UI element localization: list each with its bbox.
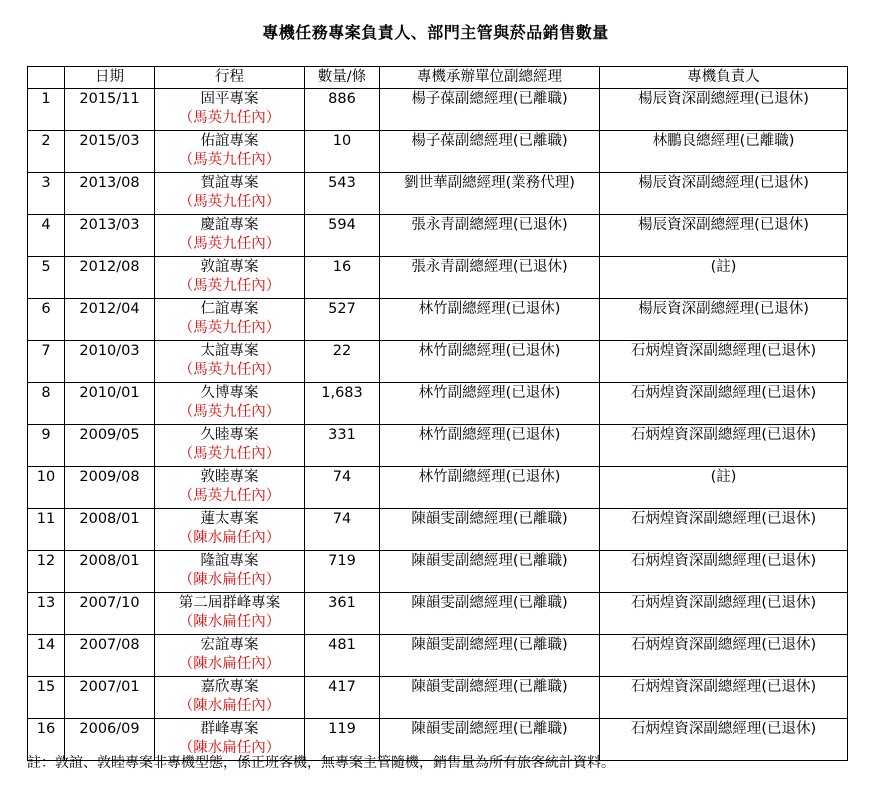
row-vice-president xyxy=(380,341,600,383)
row-vice-president xyxy=(380,635,600,677)
row-trip xyxy=(155,467,305,509)
row-vice-president xyxy=(380,89,600,131)
row-owner-text: (註) xyxy=(710,469,737,485)
row-trip-text: 慶誼專案 xyxy=(200,217,259,233)
table-row xyxy=(28,341,848,383)
row-owner-text: 林鵬良總經理(已離職) xyxy=(652,133,795,149)
row-date xyxy=(65,383,155,425)
row-trip-text: 第二屆群峰專案 xyxy=(178,595,281,611)
row-quantity-text: 119 xyxy=(328,721,356,737)
row-index-text: 1 xyxy=(41,91,51,107)
row-owner-text: 石炳煌資深副總經理(已退休) xyxy=(630,553,817,569)
row-index xyxy=(28,89,65,131)
table-row xyxy=(28,551,848,593)
row-trip xyxy=(155,89,305,131)
row-owner xyxy=(600,593,848,635)
row-index xyxy=(28,173,65,215)
row-date xyxy=(65,593,155,635)
row-owner xyxy=(600,677,848,719)
table-row xyxy=(28,299,848,341)
row-vice-president xyxy=(380,467,600,509)
table-row xyxy=(28,509,848,551)
row-vice-president-text: 林竹副總經理(已退休) xyxy=(418,301,561,317)
row-term: （陳水扁任內） xyxy=(178,614,281,630)
row-quantity-text: 417 xyxy=(328,679,356,695)
row-owner xyxy=(600,257,848,299)
row-trip xyxy=(155,341,305,383)
row-vice-president-text: 陳韻雯副總經理(已離職) xyxy=(411,511,568,527)
row-date xyxy=(65,131,155,173)
row-trip xyxy=(155,509,305,551)
row-quantity-text: 16 xyxy=(332,259,352,275)
row-date-text: 2006/09 xyxy=(79,721,140,737)
row-index-text: 3 xyxy=(41,175,51,191)
row-vice-president xyxy=(380,215,600,257)
row-owner xyxy=(600,551,848,593)
table-row xyxy=(28,635,848,677)
row-term: （馬英九任內） xyxy=(178,110,281,126)
header-date: 日期 xyxy=(65,67,155,89)
row-index-text: 2 xyxy=(41,133,51,149)
table-row xyxy=(28,383,848,425)
row-vice-president xyxy=(380,593,600,635)
row-index-text: 5 xyxy=(41,259,51,275)
row-index xyxy=(28,215,65,257)
row-trip xyxy=(155,677,305,719)
row-trip-text: 敦睦專案 xyxy=(200,469,259,485)
header-owner: 專機負責人 xyxy=(600,67,848,89)
row-owner-text: 石炳煌資深副總經理(已退休) xyxy=(630,511,817,527)
row-quantity-text: 74 xyxy=(332,469,352,485)
row-owner-text: 石炳煌資深副總經理(已退休) xyxy=(630,637,817,653)
row-trip-text: 佑誼專案 xyxy=(200,133,259,149)
row-trip-text: 嘉欣專案 xyxy=(200,679,259,695)
row-owner-text: 楊辰資深副總經理(已退休) xyxy=(638,175,809,191)
row-quantity-text: 74 xyxy=(332,511,352,527)
row-term: （馬英九任內） xyxy=(178,404,281,420)
row-date xyxy=(65,215,155,257)
row-index-text: 10 xyxy=(36,469,56,485)
row-date-text: 2015/03 xyxy=(79,133,140,149)
row-quantity-text: 10 xyxy=(332,133,352,149)
row-index-text: 12 xyxy=(36,553,56,569)
row-quantity xyxy=(305,677,380,719)
table-row xyxy=(28,677,848,719)
row-vice-president-text: 林竹副總經理(已退休) xyxy=(418,385,561,401)
row-vice-president-text: 張永青副總經理(已退休) xyxy=(411,217,568,233)
header-vice-president: 專機承辦單位副總經理 xyxy=(380,67,600,89)
row-owner-text: 石炳煌資深副總經理(已退休) xyxy=(630,385,817,401)
row-index xyxy=(28,299,65,341)
row-trip-text: 蓮太專案 xyxy=(200,511,259,527)
row-date-text: 2009/08 xyxy=(79,469,140,485)
row-term: （馬英九任內） xyxy=(178,362,281,378)
row-date-text: 2013/03 xyxy=(79,217,140,233)
row-vice-president xyxy=(380,425,600,467)
row-date xyxy=(65,341,155,383)
table-row xyxy=(28,173,848,215)
row-term: （馬英九任內） xyxy=(178,152,281,168)
row-date-text: 2008/01 xyxy=(79,511,140,527)
row-date xyxy=(65,551,155,593)
row-index-text: 8 xyxy=(41,385,51,401)
row-trip-text: 固平專案 xyxy=(200,91,259,107)
row-date xyxy=(65,677,155,719)
table-row xyxy=(28,257,848,299)
sales-table xyxy=(27,66,848,761)
row-date xyxy=(65,173,155,215)
row-vice-president-text: 陳韻雯副總經理(已離職) xyxy=(411,595,568,611)
document-title: 專機任務專案負責人、部門主管與菸品銷售數量 xyxy=(262,23,609,42)
row-vice-president xyxy=(380,257,600,299)
row-owner xyxy=(600,299,848,341)
row-quantity xyxy=(305,551,380,593)
row-owner xyxy=(600,173,848,215)
row-date-text: 2012/04 xyxy=(79,301,140,317)
table-row xyxy=(28,89,848,131)
row-date-text: 2010/03 xyxy=(79,343,140,359)
row-vice-president-text: 林竹副總經理(已退休) xyxy=(418,469,561,485)
row-term: （馬英九任內） xyxy=(178,446,281,462)
row-quantity-text: 527 xyxy=(328,301,356,317)
row-vice-president-text: 陳韻雯副總經理(已離職) xyxy=(411,721,568,737)
table-row xyxy=(28,131,848,173)
row-trip-text: 宏誼專案 xyxy=(200,637,259,653)
row-owner xyxy=(600,341,848,383)
row-trip xyxy=(155,551,305,593)
row-index xyxy=(28,131,65,173)
row-index xyxy=(28,509,65,551)
row-vice-president xyxy=(380,173,600,215)
row-trip xyxy=(155,215,305,257)
row-vice-president-text: 林竹副總經理(已退休) xyxy=(418,427,561,443)
row-index xyxy=(28,467,65,509)
row-term: （陳水扁任內） xyxy=(178,572,281,588)
row-index xyxy=(28,551,65,593)
row-index xyxy=(28,635,65,677)
row-quantity xyxy=(305,215,380,257)
row-quantity-text: 331 xyxy=(328,427,356,443)
row-quantity xyxy=(305,425,380,467)
row-owner-text: 石炳煌資深副總經理(已退休) xyxy=(630,721,817,737)
row-vice-president xyxy=(380,131,600,173)
row-date-text: 2015/11 xyxy=(79,91,140,107)
row-date xyxy=(65,635,155,677)
row-owner xyxy=(600,383,848,425)
row-date xyxy=(65,89,155,131)
row-index-text: 9 xyxy=(41,427,51,443)
row-quantity-text: 361 xyxy=(328,595,356,611)
row-owner-text: 石炳煌資深副總經理(已退休) xyxy=(630,343,817,359)
row-index-text: 4 xyxy=(41,217,51,233)
row-owner-text: 楊辰資深副總經理(已退休) xyxy=(638,217,809,233)
row-date xyxy=(65,509,155,551)
row-date xyxy=(65,299,155,341)
row-term: （馬英九任內） xyxy=(178,194,281,210)
row-date-text: 2012/08 xyxy=(79,259,140,275)
row-quantity xyxy=(305,173,380,215)
row-date xyxy=(65,425,155,467)
row-vice-president-text: 楊子葆副總經理(已離職) xyxy=(411,133,568,149)
row-vice-president-text: 楊子葆副總經理(已離職) xyxy=(411,91,568,107)
row-owner xyxy=(600,719,848,761)
row-index-text: 16 xyxy=(36,721,56,737)
row-index xyxy=(28,677,65,719)
row-vice-president-text: 劉世華副總經理(業務代理) xyxy=(404,175,575,191)
footnote: 註：敦誼、敦睦專案非專機型態，係正班客機，無專案主管隨機，銷售量為所有旅客統計資料。 xyxy=(27,755,615,771)
row-quantity xyxy=(305,509,380,551)
row-owner-text: 楊辰資深副總經理(已退休) xyxy=(638,91,809,107)
row-quantity xyxy=(305,131,380,173)
row-trip xyxy=(155,593,305,635)
row-owner xyxy=(600,89,848,131)
row-term: （馬英九任內） xyxy=(178,320,281,336)
table-header-row xyxy=(28,67,848,89)
header-quantity: 數量/條 xyxy=(305,67,380,89)
row-owner xyxy=(600,215,848,257)
row-owner xyxy=(600,131,848,173)
row-vice-president xyxy=(380,383,600,425)
row-quantity xyxy=(305,299,380,341)
row-quantity xyxy=(305,89,380,131)
header-index xyxy=(28,67,65,89)
row-quantity-text: 22 xyxy=(332,343,352,359)
row-date-text: 2009/05 xyxy=(79,427,140,443)
row-quantity xyxy=(305,257,380,299)
row-trip xyxy=(155,257,305,299)
row-trip xyxy=(155,131,305,173)
row-index xyxy=(28,341,65,383)
row-date-text: 2007/10 xyxy=(79,595,140,611)
row-quantity-text: 481 xyxy=(328,637,356,653)
row-vice-president-text: 陳韻雯副總經理(已離職) xyxy=(411,637,568,653)
row-index-text: 6 xyxy=(41,301,51,317)
row-date xyxy=(65,467,155,509)
row-term: （馬英九任內） xyxy=(178,236,281,252)
row-vice-president xyxy=(380,299,600,341)
table-row xyxy=(28,215,848,257)
row-owner xyxy=(600,467,848,509)
row-owner-text: 石炳煌資深副總經理(已退休) xyxy=(630,595,817,611)
row-quantity xyxy=(305,635,380,677)
row-trip xyxy=(155,173,305,215)
row-quantity-text: 594 xyxy=(328,217,356,233)
row-index-text: 14 xyxy=(36,637,56,653)
row-index xyxy=(28,383,65,425)
row-date-text: 2013/08 xyxy=(79,175,140,191)
row-owner xyxy=(600,509,848,551)
row-trip-text: 仁誼專案 xyxy=(200,301,259,317)
row-term: （馬英九任內） xyxy=(178,278,281,294)
row-trip-text: 敦誼專案 xyxy=(200,259,259,275)
row-vice-president-text: 陳韻雯副總經理(已離職) xyxy=(411,553,568,569)
table-row xyxy=(28,425,848,467)
row-trip-text: 久睦專案 xyxy=(200,427,259,443)
row-quantity-text: 719 xyxy=(328,553,356,569)
row-vice-president-text: 林竹副總經理(已退休) xyxy=(418,343,561,359)
row-owner-text: (註) xyxy=(710,259,737,275)
row-term: （陳水扁任內） xyxy=(178,740,281,756)
row-term: （陳水扁任內） xyxy=(178,530,281,546)
header-trip: 行程 xyxy=(155,67,305,89)
table-row xyxy=(28,467,848,509)
row-quantity-text: 543 xyxy=(328,175,356,191)
row-index-text: 11 xyxy=(36,511,56,527)
row-vice-president xyxy=(380,677,600,719)
row-vice-president xyxy=(380,551,600,593)
row-index xyxy=(28,257,65,299)
row-date-text: 2007/01 xyxy=(79,679,140,695)
row-vice-president xyxy=(380,509,600,551)
row-trip xyxy=(155,383,305,425)
row-owner xyxy=(600,635,848,677)
row-index xyxy=(28,593,65,635)
row-quantity xyxy=(305,383,380,425)
row-quantity-text: 886 xyxy=(328,91,356,107)
row-term: （陳水扁任內） xyxy=(178,698,281,714)
row-trip xyxy=(155,635,305,677)
row-owner-text: 石炳煌資深副總經理(已退休) xyxy=(630,427,817,443)
row-quantity xyxy=(305,467,380,509)
row-date-text: 2010/01 xyxy=(79,385,140,401)
row-quantity xyxy=(305,593,380,635)
row-index-text: 7 xyxy=(41,343,51,359)
row-trip-text: 太誼專案 xyxy=(200,343,259,359)
row-vice-president-text: 陳韻雯副總經理(已離職) xyxy=(411,679,568,695)
row-index-text: 15 xyxy=(36,679,56,695)
row-trip-text: 賀誼專案 xyxy=(200,175,259,191)
row-trip xyxy=(155,299,305,341)
row-vice-president-text: 張永青副總經理(已退休) xyxy=(411,259,568,275)
row-owner xyxy=(600,425,848,467)
row-quantity-text: 1,683 xyxy=(321,385,363,401)
row-date-text: 2008/01 xyxy=(79,553,140,569)
row-owner-text: 石炳煌資深副總經理(已退休) xyxy=(630,679,817,695)
row-term: （陳水扁任內） xyxy=(178,656,281,672)
row-term: （馬英九任內） xyxy=(178,488,281,504)
row-trip xyxy=(155,425,305,467)
row-trip-text: 群峰專案 xyxy=(200,721,259,737)
row-date-text: 2007/08 xyxy=(79,637,140,653)
table-row xyxy=(28,593,848,635)
row-owner-text: 楊辰資深副總經理(已退休) xyxy=(638,301,809,317)
row-index xyxy=(28,425,65,467)
row-trip-text: 久博專案 xyxy=(200,385,259,401)
row-quantity xyxy=(305,341,380,383)
row-index-text: 13 xyxy=(36,595,56,611)
row-date xyxy=(65,257,155,299)
row-trip-text: 隆誼專案 xyxy=(200,553,259,569)
